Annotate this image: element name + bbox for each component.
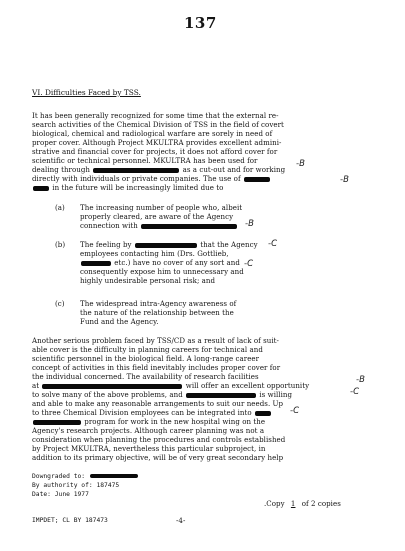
- margin-annotation-b: -B: [356, 375, 365, 385]
- footer-page: -4-: [176, 516, 186, 525]
- para1-line-8: [32, 175, 271, 183]
- footer-authority: By authority of: 187475: [32, 482, 120, 489]
- para2-line-12: consideration when planning the procedures and controls established: [32, 435, 286, 444]
- item-c-label: (c): [55, 299, 65, 308]
- para2-line-3: scientific personnel in the biological field. A long-range career: [32, 354, 260, 363]
- item-b-line-3: [80, 259, 240, 267]
- item-a-label: (a): [55, 203, 65, 212]
- page-number: 137: [184, 14, 217, 32]
- footer-downgraded: [32, 473, 139, 480]
- copy-label: .Copy: [264, 499, 285, 508]
- redaction-bar: [90, 474, 138, 478]
- item-b-line-1: [80, 241, 258, 249]
- para2-line-4: concept of activities in this field inevitably includes proper cover for: [32, 363, 281, 372]
- para1-line-5: strative and financial cover for projects, it does not afford cover for: [32, 147, 278, 156]
- para1-line-2: search activities of the Chemical Division of TSS in the field of covert: [32, 120, 284, 129]
- para2-line-13: by Project MKULTRA, nevertheless this particular subproject, in: [32, 444, 266, 453]
- item-c-line-1: The widespread intra-Agency awareness of: [80, 299, 237, 308]
- item-a-line-1: The increasing number of people who, albeit: [80, 203, 243, 212]
- copy-notation: [264, 500, 341, 508]
- margin-annotation-c: -C: [268, 239, 278, 249]
- item-c-line-3: Fund and the Agency.: [80, 317, 159, 326]
- para2-line-7: [32, 391, 292, 399]
- para1-line-9: [32, 184, 223, 192]
- item-b-line-4: consequently expose him to unnecessary and: [80, 267, 244, 276]
- para2-line-7a: to solve many of the above problems, and: [32, 390, 183, 399]
- redaction-bar: [81, 261, 111, 266]
- para2-line-7b: is willing: [259, 390, 293, 399]
- para1-line-7b: as a cut-out and for working: [182, 165, 286, 174]
- para1-line-9-text: in the future will be increasingly limited due to: [52, 183, 224, 192]
- para2-line-1: Another serious problem faced by TSS/CD as a result of lack of suit-: [32, 336, 279, 345]
- item-a-line-3: [80, 222, 238, 230]
- para2-line-6: [32, 382, 309, 390]
- item-b-line-1a: The feeling by: [80, 240, 132, 249]
- item-b-line-2: employees contacting him (Drs. Gottlieb,: [80, 249, 229, 258]
- copy-number: 1: [290, 499, 296, 508]
- item-b-line-5: highly undesirable personal risk; and: [80, 276, 216, 285]
- redaction-bar: [244, 177, 270, 182]
- para1-line-6: scientific or technical personnel. MKULTRA has been used for: [32, 156, 258, 165]
- redaction-bar: [93, 168, 179, 173]
- para2-line-10: [32, 418, 265, 426]
- para2-line-9: [32, 409, 272, 417]
- margin-annotation-c: -C: [350, 387, 360, 397]
- redaction-bar: [186, 393, 256, 398]
- redaction-bar: [135, 243, 197, 248]
- redaction-bar: [141, 224, 237, 229]
- para2-line-14: addition to its primary objective, will be of very great secondary help: [32, 453, 284, 462]
- section-heading: VI. Difficulties Faced by TSS.: [32, 88, 141, 97]
- margin-annotation-c: -C: [244, 259, 254, 269]
- margin-annotation-b: -B: [340, 175, 349, 185]
- margin-annotation-c: -C: [290, 406, 300, 416]
- para2-line-5: the individual concerned. The availability of research facilities: [32, 372, 259, 381]
- margin-annotation-b: -B: [296, 159, 305, 169]
- para2-line-9a: to three Chemical Division employees can be integrated into: [32, 408, 252, 417]
- redaction-bar: [33, 420, 81, 425]
- redaction-bar: [33, 186, 49, 191]
- para2-line-10b: program for work in the new hospital wing on the: [84, 417, 266, 426]
- para2-line-6b: will offer an excellent opportunity: [185, 381, 310, 390]
- item-a-line-3-text: connection with: [80, 221, 138, 230]
- item-b-line-3b: etc.) have no cover of any sort and: [114, 258, 240, 267]
- para2-line-8: and able to make any reasonable arrangements to suit our needs. Up: [32, 399, 284, 408]
- para1-line-8a: directly with individuals or private companies. The use of: [32, 174, 241, 183]
- footer-classification: IMPDET; CL BY 187473: [32, 517, 108, 524]
- redaction-bar: [42, 384, 182, 389]
- para2-line-6a: at: [32, 381, 40, 390]
- para1-line-3: biological, chemical and radiological warfare are sorely in need of: [32, 129, 273, 138]
- para1-line-7a: dealing through: [32, 165, 90, 174]
- para2-line-11: Agency's research projects. Although career planning was not a: [32, 426, 265, 435]
- copy-of: of 2 copies: [301, 499, 341, 508]
- redaction-bar: [255, 411, 271, 416]
- footer-downgraded-label: Downgraded to:: [32, 473, 86, 480]
- item-c-line-2: the nature of the relationship between the: [80, 308, 234, 317]
- para2-line-2: able cover is the difficulty in planning careers for technical and: [32, 345, 263, 354]
- para1-line-4: proper cover. Although Project MKULTRA provides excellent admini-: [32, 138, 282, 147]
- item-a-line-2: properly cleared, are aware of the Agency: [80, 212, 234, 221]
- item-b-line-1b: that the Agency: [200, 240, 258, 249]
- item-b-label: (b): [55, 240, 66, 249]
- margin-annotation-b: -B: [245, 219, 254, 229]
- para1-line-7: [32, 166, 285, 174]
- footer-date: Date: June 1977: [32, 491, 89, 498]
- para1-line-1: It has been generally recognized for some time that the external re-: [32, 111, 279, 120]
